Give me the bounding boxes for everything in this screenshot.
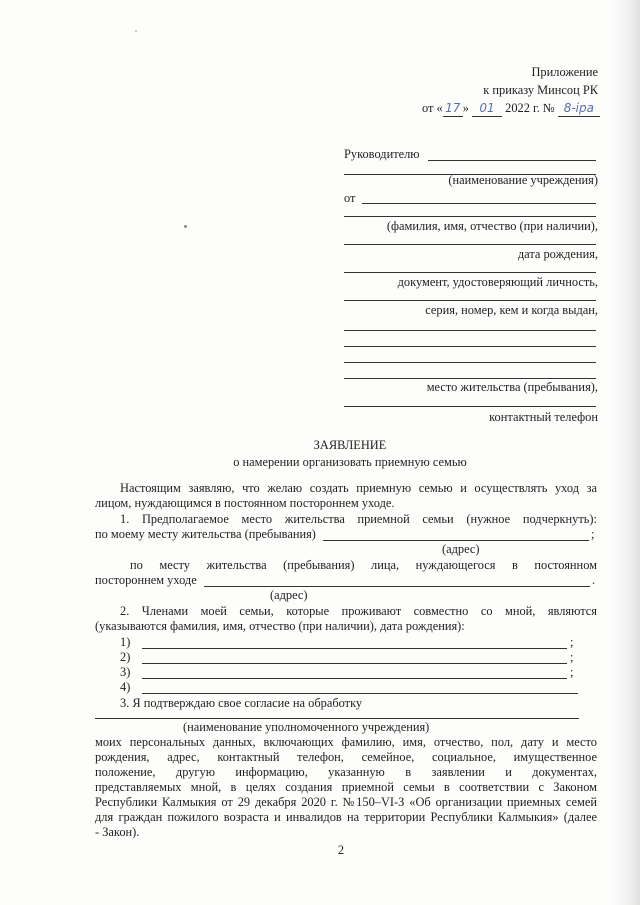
- residence-caption: место жительства (пребывания),: [426, 380, 598, 394]
- p3-line-1: 3. Я подтверждаю свое согласие на обработку: [120, 696, 363, 710]
- residence-field-3[interactable]: [344, 362, 596, 363]
- member-field-1[interactable]: [142, 648, 567, 649]
- p2-line-2: (указываются фамилия, имя, отчество (при наличии), дата рождения):: [95, 619, 465, 633]
- p1-line-3: по месту жительства (пребывания) лица, нуждающегося в постоянном: [130, 558, 597, 572]
- p1-line-4: постороннем уходе: [95, 573, 197, 587]
- scan-speck: [135, 30, 137, 32]
- consent-line-3: положение, другую информацию, указанную в заявлении и документах,: [95, 765, 597, 779]
- scan-speck: [184, 225, 187, 228]
- address-caption-1: (адрес): [442, 542, 480, 556]
- date-day-handwritten: 17: [443, 101, 463, 117]
- order-number-handwritten: 8-ipa: [558, 101, 600, 117]
- header-appendix: Приложение: [531, 65, 598, 79]
- phone-caption: контактный телефон: [489, 410, 598, 424]
- intro-line-1: Настоящим заявляю, что желаю создать приемную семью и осуществлять уход за: [120, 481, 597, 495]
- doc-series-field[interactable]: [344, 300, 596, 301]
- member-semicolon-2: ;: [570, 650, 574, 664]
- member-label-1: 1): [120, 635, 131, 649]
- applicant-name-field-2[interactable]: [344, 216, 596, 217]
- consent-line-5: Республики Калмыкия от 29 декабря 2020 г. №150–VI-З «Об организации приемных семей: [95, 795, 597, 809]
- phone-field[interactable]: [344, 406, 596, 407]
- date-prefix: от «: [422, 101, 443, 115]
- document-title: ЗАЯВЛЕНИЕ: [313, 438, 387, 452]
- p2-line-1: 2. Членами моей семьи, которые проживают совместно со мной, являются: [120, 604, 597, 618]
- consent-line-1: моих персональных данных, включающих фамилию, имя, отчество, пол, дату и место: [95, 735, 597, 749]
- address-caption-2: (адрес): [270, 588, 308, 602]
- series-caption: серия, номер, кем и когда выдан,: [425, 303, 598, 317]
- institution-caption: (наименование учреждения): [448, 173, 598, 187]
- applicant-name-field[interactable]: [362, 203, 596, 204]
- member-semicolon-3: ;: [570, 665, 574, 679]
- residence-field-4[interactable]: [344, 378, 596, 379]
- member-field-4[interactable]: [142, 693, 578, 694]
- member-field-2[interactable]: [142, 663, 567, 664]
- residence-field-1[interactable]: [344, 330, 596, 331]
- consent-line-2: рождения, адрес, контактный телефон, семейное, социальное, имущественное: [95, 750, 597, 764]
- birth-caption: дата рождения,: [517, 247, 598, 261]
- p1-line-1: 1. Предполагаемое место жительства приемной семьи (нужное подчеркнуть):: [120, 512, 597, 526]
- member-field-3[interactable]: [142, 678, 567, 679]
- date-year: 2022 г. №: [502, 101, 558, 115]
- member-semicolon-1: ;: [570, 635, 574, 649]
- addressee-to: Руководителю: [344, 147, 420, 161]
- intro-line-2: лицом, нуждающимся в постоянном постороннем уходе.: [95, 496, 395, 510]
- member-label-2: 2): [120, 650, 131, 664]
- consent-line-4: представляемых мной, в целях создания приемной семьи в соответствии с Законом: [95, 780, 597, 794]
- doc-caption: документ, удостоверяющий личность,: [397, 275, 598, 289]
- p1-line-2: по моему месту жительства (пребывания): [95, 527, 316, 541]
- addressee-from: от: [344, 191, 356, 205]
- identity-doc-field[interactable]: [344, 272, 596, 273]
- authorized-institution-field[interactable]: [95, 718, 579, 719]
- consent-line-7: - Закон).: [95, 825, 140, 839]
- institution-field[interactable]: [428, 160, 596, 161]
- header-order: к приказу Минсоц РК: [483, 83, 598, 97]
- page-number: 2: [337, 843, 345, 857]
- header-date-line: [422, 101, 600, 117]
- authorized-caption: (наименование уполномоченного учреждения): [183, 720, 430, 734]
- member-label-4: 4): [120, 680, 131, 694]
- birth-date-field[interactable]: [344, 244, 596, 245]
- name-caption: (фамилия, имя, отчество (при наличии),: [386, 219, 598, 233]
- period: .: [592, 573, 596, 587]
- member-label-3: 3): [120, 665, 131, 679]
- date-month-handwritten: 01: [472, 101, 502, 117]
- cared-person-address-field[interactable]: [204, 586, 590, 587]
- residence-field-2[interactable]: [344, 346, 596, 347]
- semicolon: ;: [591, 527, 595, 541]
- own-address-field[interactable]: [323, 540, 589, 541]
- date-mid: »: [462, 101, 473, 115]
- document-subtitle: о намерении организовать приемную семью: [233, 455, 467, 469]
- consent-line-6: для граждан пожилого возраста и инвалидов на территории Республики Калмыкия» (далее: [95, 810, 597, 824]
